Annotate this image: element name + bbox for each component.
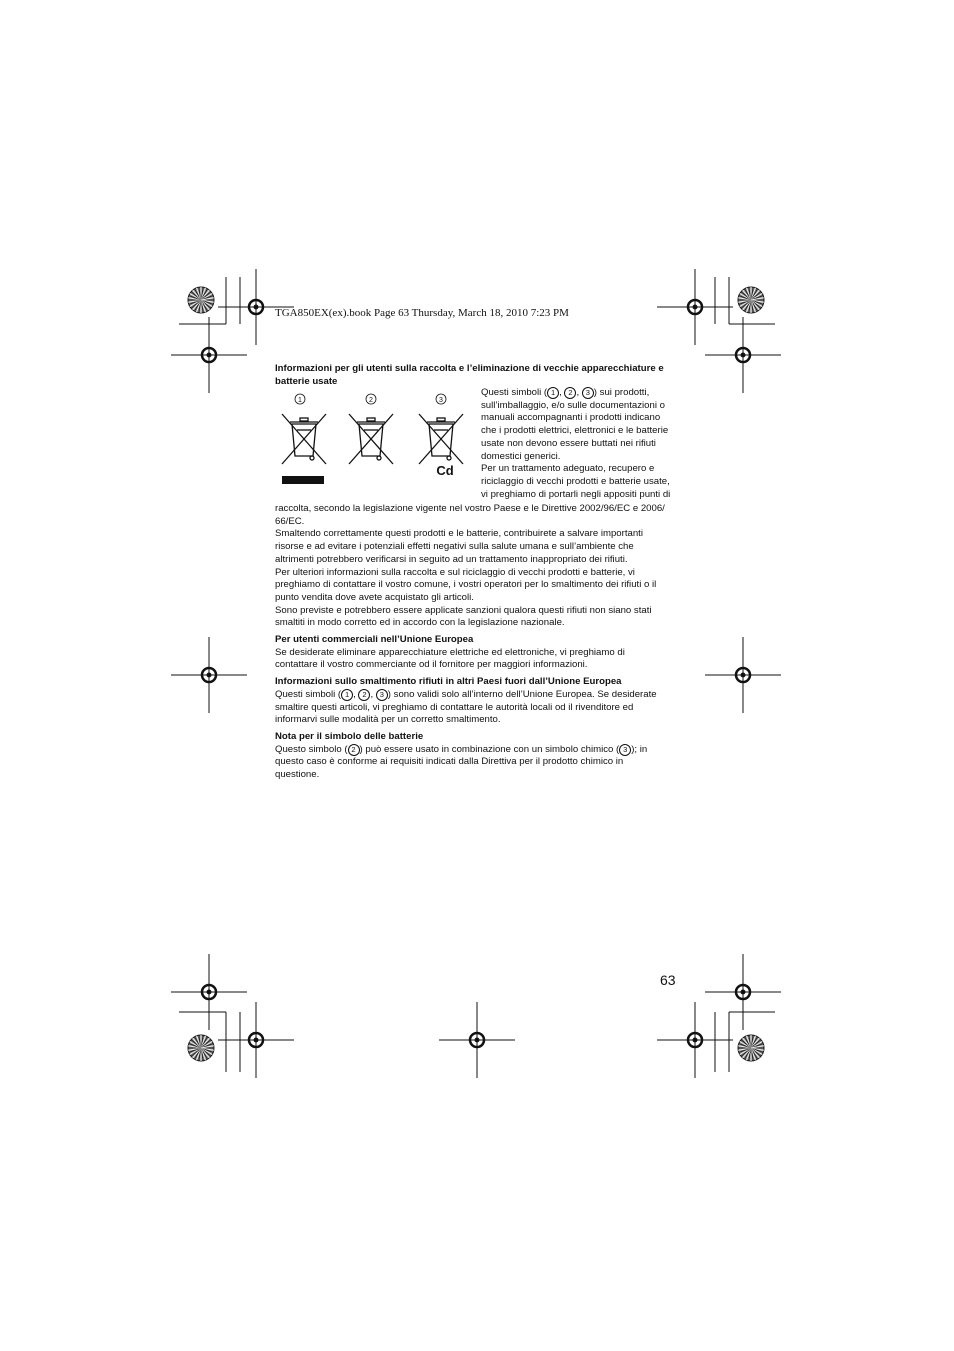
body-line: Sono previste e potrebbero essere applicate sanzioni qualora questi rifiuti non siano stati	[275, 604, 652, 616]
commercial-line: Se desiderate eliminare apparecchiature elettriche ed elettroniche, vi preghiamo di	[275, 646, 625, 658]
disposal-symbols	[275, 392, 475, 492]
sunburst-register-icon	[738, 1035, 764, 1061]
registration-crosshair-icon	[171, 637, 247, 713]
section-title-outside-eu: Informazioni sullo smaltimento rifiuti in altri Paesi fuori dall’Unione Europea	[275, 676, 622, 688]
registration-crosshair-icon	[439, 1002, 515, 1078]
battery-note-line: questione.	[275, 769, 320, 781]
ref-3: 3	[376, 689, 388, 701]
svg-text:2: 2	[369, 397, 373, 404]
section-title-commercial: Per utenti commerciali nell’Unione Europea	[275, 634, 474, 646]
sunburst-register-icon	[188, 1035, 214, 1061]
registration-crosshair-icon	[218, 1002, 294, 1078]
intro-first-line: Questi simboli ( 1 , 2 , 3 ) sui prodotti,	[481, 387, 650, 398]
body-line: preghiamo di contattare il vostro comune, i vostri operatori per lo smaltimento dei rifiuti o il	[275, 579, 657, 591]
main-title-line-1: Informazioni per gli utenti sulla raccolta e l’eliminazione di vecchie apparecchiature e	[275, 363, 664, 374]
intro-line: vi preghiamo di portarli negli appositi punti di	[481, 488, 671, 500]
body-line: Per ulteriori informazioni sulla raccolta e sul riciclaggio di vecchi prodotti e batterie, vi	[275, 566, 635, 578]
symbol-1-number	[295, 394, 305, 404]
crossed-out-wheelie-bin-icon	[349, 414, 393, 464]
body-line: smaltiti in modo corretto ed in accordo con la legislazione nazionale.	[275, 617, 565, 629]
outside-eu-line: smaltire questi articoli, vi preghiamo di contattare le autorità locali od il rivenditore ed	[275, 701, 634, 713]
intro-line: riciclaggio di vecchi prodotti e batterie usate,	[481, 475, 670, 487]
page-number: 63	[660, 972, 676, 988]
crossed-out-wheelie-bin-icon	[282, 414, 326, 464]
body-line: Smaltendo correttamente questi prodotti e le batterie, contribuirete a salvare importanti	[275, 528, 643, 540]
intro-text	[481, 387, 686, 501]
intro-line: domestici generici.	[481, 450, 561, 462]
intro-line: sull’imballaggio, e/o sulle documentazioni o	[481, 399, 665, 411]
intro-line: usate non devono essere buttati nei rifiuti	[481, 437, 656, 449]
registration-crosshair-icon	[657, 269, 733, 345]
body-text	[275, 503, 685, 782]
registration-crosshair-icon	[171, 317, 247, 393]
cd-label: Cd	[436, 463, 454, 478]
registration-crosshair-icon	[705, 954, 781, 1030]
battery-note-line: questo caso è conforme ai requisiti indicati dalla Direttiva per il prodotto chimico in	[275, 756, 624, 768]
body-line: risorse e ad evitare i potenziali effetti negativi sulla salute umana e sull’ambiente che	[275, 541, 634, 553]
body-line: 66/EC.	[275, 515, 305, 527]
ref-3: 3	[619, 744, 631, 756]
underline-bar	[282, 476, 324, 484]
ref-2: 2	[358, 689, 370, 701]
body-line: altrimenti potrebbero verificarsi in seguito ad un trattamento inappropriato dei rifiuti.	[275, 553, 628, 565]
svg-text:1: 1	[298, 397, 302, 404]
ref-3: 3	[582, 387, 594, 399]
outside-eu-first-line: Questi simboli ( 1 , 2 , 3 ) sono validi solo all’interno dell’Unione Europea. Se desiderate	[275, 688, 657, 700]
main-title-line-2: batterie usate	[275, 375, 338, 387]
commercial-line: contattare il vostro commerciante od il fornitore per maggiori informazioni.	[275, 659, 588, 671]
section-title-battery-note: Nota per il simbolo delle batterie	[275, 730, 424, 742]
body-line: raccolta, secondo la legislazione vigente nel vostro Paese e le Direttive 2002/96/EC e 2006/	[275, 503, 665, 514]
ref-2: 2	[564, 387, 576, 399]
crossed-out-wheelie-bin-icon	[419, 414, 463, 464]
registration-crosshair-icon	[657, 1002, 733, 1078]
sunburst-register-icon	[738, 287, 764, 313]
ref-1: 1	[341, 689, 353, 701]
ref-1: 1	[547, 387, 559, 399]
symbols-graphic	[275, 392, 475, 492]
battery-note-first-line: Questo simbolo ( 2 ) può essere usato in combinazione con un simbolo chimico ( 3 ); in	[275, 743, 648, 755]
registration-crosshair-icon	[705, 637, 781, 713]
registration-crosshair-icon	[705, 317, 781, 393]
print-header-line: TGA850EX(ex).book Page 63 Thursday, March 18, 2010 7:23 PM	[275, 307, 569, 319]
intro-line: Per un trattamento adeguato, recupero e	[481, 463, 655, 475]
body-line: punto vendita dove avete acquistato gli articoli.	[275, 591, 474, 603]
intro-line: che i prodotti elettrici, elettronici e le batterie	[481, 425, 669, 437]
symbol-3-number	[436, 394, 446, 404]
sunburst-register-icon	[188, 287, 214, 313]
registration-crosshair-icon	[171, 954, 247, 1030]
ref-2: 2	[348, 744, 360, 756]
intro-line: manuali accompagnanti i prodotti indicano	[481, 412, 661, 424]
outside-eu-line: informarvi sulle modalità per un corretto smaltimento.	[275, 714, 501, 726]
svg-text:3: 3	[439, 397, 443, 404]
symbol-2-number	[366, 394, 376, 404]
main-title	[275, 363, 685, 388]
